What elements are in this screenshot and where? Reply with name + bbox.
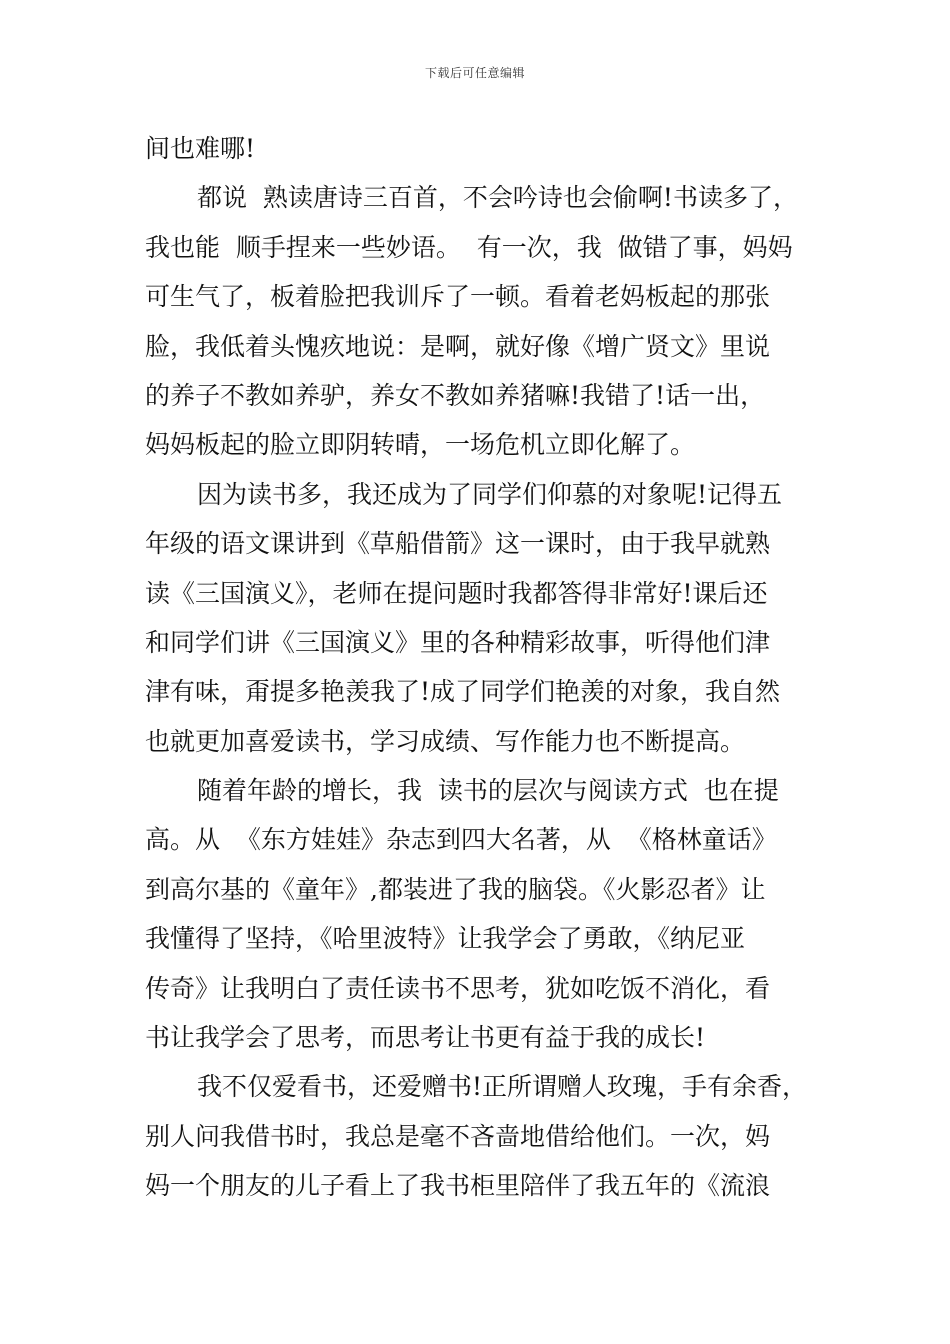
text-line: 书让我学会了思考，而思考让书更有益于我的成长! [145,1023,706,1053]
text-line: 高。从 《东方娃娃》杂志到四大名著，从 《格林童话》 [145,825,777,855]
text-line: 津有味，甭提多艳羡我了!成了同学们艳羡的对象，我自然 [145,677,781,707]
text-line: 都说 熟读唐诗三百首，不会吟诗也会偷啊!书读多了， [197,183,798,213]
text-line: 到高尔基的《童年》,都装进了我的脑袋。《火影忍者》让 [145,874,766,904]
text-line: 我也能 顺手捏来一些妙语。 有一次，我 做错了事，妈妈 [145,232,793,262]
text-line: 我懂得了坚持，《哈里波特》让我学会了勇敢，《纳尼亚 [145,924,746,954]
text-line: 的养子不教如养驴，养女不教如养猪嘛!我错了!话一出， [145,380,766,410]
text-line: 随着年龄的增长，我 读书的层次与阅读方式 也在提 [197,776,779,806]
text-line: 传奇》让我明白了责任读书不思考，犹如吃饭不消化，看 [145,973,771,1003]
text-line: 脸，我低着头愧疚地说：是啊，就好像《增广贤文》里说 [145,331,771,361]
text-line: 间也难哪! [145,134,256,163]
text-line: 妈一个朋友的儿子看上了我书柜里陪伴了我五年的《流浪 [145,1171,771,1201]
text-line: 也就更加喜爱读书，学习成绩、写作能力也不断提高。 [145,726,746,756]
body-text [145,124,817,1211]
text-line: 妈妈板起的脸立即阴转晴，一场危机立即化解了。 [145,430,696,460]
text-line: 别人问我借书时，我总是毫不吝啬地借给他们。一次，妈 [145,1121,771,1151]
text-line: 读《三国演义》，老师在提问题时我都答得非常好!课后还 [145,578,768,608]
header-note: 下载后可任意编辑 [424,66,525,80]
text-line: 可生气了，板着脸把我训斥了一顿。看着老妈板起的那张 [145,282,771,312]
text-line: 和同学们讲《三国演义》里的各种精彩故事，听得他们津 [145,627,771,657]
text-line: 我不仅爱看书，还爱赠书!正所谓赠人玫瑰，手有余香， [197,1072,808,1102]
text-line: 因为读书多，我还成为了同学们仰慕的对象呢!记得五 [197,479,783,509]
text-line: 年级的语文课讲到《草船借箭》这一课时，由于我早就熟 [145,529,771,559]
